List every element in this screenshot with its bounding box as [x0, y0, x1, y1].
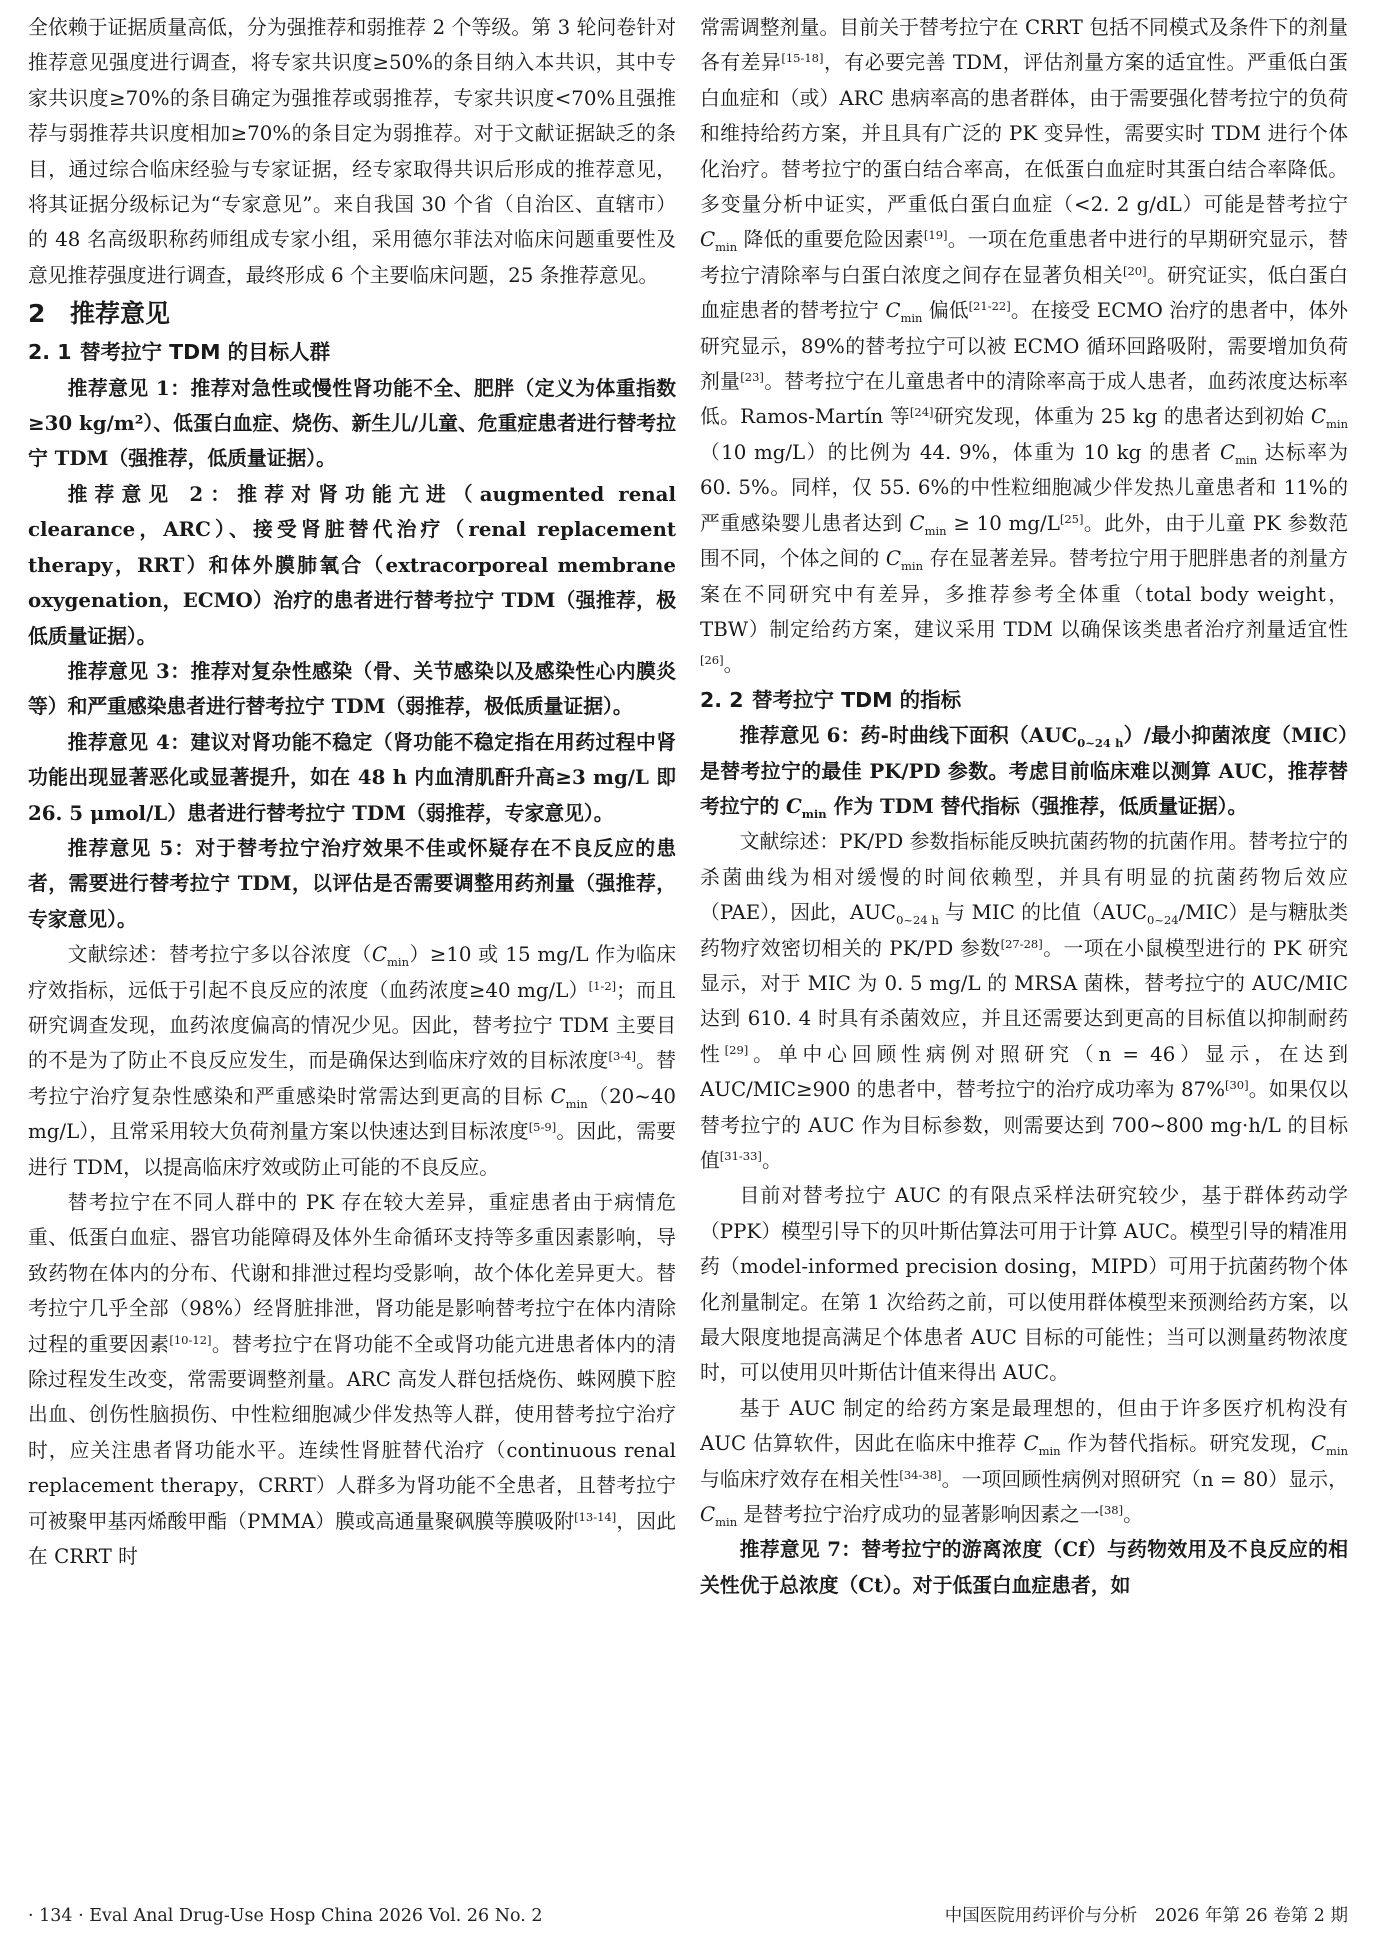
text-run: 推荐意见 6：药-时曲线下面积（AUC [739, 723, 1078, 748]
text-run: 。 [761, 1149, 782, 1172]
symbol-subscript: min [900, 311, 923, 326]
text-run: /MIC）是与糖肽类药物疗效密切相关的 PK/PD 参数 [700, 901, 1348, 960]
citation: [15-18] [781, 51, 824, 66]
section-heading [28, 295, 676, 333]
text-run: 文献综述：PK/PD 参数指标能反映抗菌药物的抗菌作用。替考拉宁的杀菌曲线为相对缓慢的时间依赖型，并具有明显的抗菌药物后效应（PAE），因此，AUC [700, 830, 1348, 925]
symbol-c: C [1023, 1432, 1039, 1456]
text-run: 。一项在小鼠模型进行的 PK 研究显示，对于 MIC 为 0. 5 mg/L 的 MRSA 菌株，替考拉宁的 AUC/MIC 达到 610. 4 时具有杀菌效应，并且还需要达到更高的目标值以抑制耐药性 [700, 936, 1348, 1066]
symbol-c: C [909, 511, 925, 535]
text-run: 。一项回顾性病例对照研究（n = 80）显示， [941, 1467, 1348, 1491]
citation: [1-2] [588, 978, 617, 993]
symbol-subscript: min [1326, 417, 1348, 432]
symbol-c: C [700, 1503, 716, 1527]
text-run: 。单中心回顾性病例对照研究（n = 46）显示，在达到 AUC/MIC≥900 的患者中，替考拉宁的治疗成功率为 87% [700, 1042, 1348, 1102]
symbol-subscript: 0~24 [1147, 913, 1179, 928]
text-run: （20~40 mg/L），且常采用较大负荷剂量方案以快速达到目标浓度 [28, 1084, 676, 1144]
symbol-c: C [371, 943, 387, 967]
intro-paragraph: 全依赖于证据质量高低，分为强推荐和弱推荐 2 个等级。第 3 轮问卷针对推荐意见强度进行调查，将专家共识度≥50%的条目纳入本共识，其中专家共识度≥70%的条目确定为强推荐或弱推荐，专家共识度<70%且强推荐与弱推荐共识度相加≥70%的条目定为弱推荐。对于文献证据缺乏的条目，通过综合临床经验与专家证据，经专家取得共识后形成的推荐意见，将其证据分级标记为“专家意见”。来自我国 30 个省（自治区、直辖市）的 48 名高级职称药师组成专家小组，采用德尔菲法对临床问题重要性及意见推荐强度进行调查，最终形成 6 个主要临床问题，25 条推荐意见。 [28, 16, 676, 287]
subsection-title: 替考拉宁 TDM 的目标人群 [80, 340, 331, 365]
citation: [20] [1122, 263, 1147, 278]
text-run: 与 MIC 的比值（AUC [938, 901, 1148, 925]
symbol-c: C [700, 228, 716, 252]
subsection-number: 2. 1 [28, 340, 72, 365]
citation: [10-12] [169, 1332, 212, 1347]
symbol-subscript: min [901, 559, 924, 574]
text-run: 。研究证实，低白蛋白血症患者的替考拉宁 [700, 263, 1348, 323]
text-run: 达标率为 60. 5%。同样，仅 55. 6%的中性粒细胞减少伴发热儿童患者和 11%的严重感染婴儿患者达到 [700, 440, 1348, 535]
symbol-subscript: min [801, 806, 827, 821]
citation: [34-38] [899, 1467, 942, 1482]
text-run: 作为替代指标。研究发现， [1060, 1432, 1311, 1456]
cmin-surrogate-paragraph [700, 1391, 1348, 1533]
text-run: 。替考拉宁在儿童患者中的清除率高于成人患者，血药浓度达标率低。Ramos-Martín 等 [700, 370, 1348, 429]
citation: [3-4] [608, 1049, 636, 1064]
text-run: 作为 TDM 替代指标（强推荐，低质量证据）。 [826, 793, 1248, 818]
text-run: ）/最小抑菌浓度（MIC）是替考拉宁的最佳 PK/PD 参数。考虑目前临床难以测算 AUC，推荐替考拉宁的 [700, 723, 1348, 818]
citation: [26] [700, 653, 724, 668]
symbol-subscript: min [715, 240, 738, 255]
text-run: 。替考拉宁在肾功能不全或肾功能亢进患者体内的清除过程发生改变，常需要调整剂量。ARC 高发人群包括烧伤、蛛网膜下腔出血、创伤性脑损伤、中性粒细胞减少伴发热等人群，使用替考拉宁治疗时，应关注患者肾功能水平。连续性肾脏替代治疗（continuous renal replacement therapy，CRRT）人群多为肾功能不全患者，且替考拉宁可被聚甲基丙烯酸甲酯（PMMA）膜或高通量聚砜膜等膜吸附 [28, 1332, 676, 1533]
symbol-c: C [885, 547, 902, 571]
text-run: （10 mg/L）的比例为 44. 9%，体重为 10 kg 的患者 [700, 440, 1221, 464]
pk-paragraph [28, 1185, 676, 1574]
symbol-c: C [786, 793, 802, 818]
auc-method-paragraph: 目前对替考拉宁 AUC 的有限点采样法研究较少，基于群体药动学（PPK）模型引导下的贝叶斯估算法可用于计算 AUC。模型引导的精准用药（model-informed precision dosing，MIPD）可用于抗菌药物个体化剂量制定。在第 1 次给药之前，可以使用群体模型来预测给药方案，以最大限度地提高满足个体患者 AUC 目标的可能性；当可以测量药物浓度时，可以使用贝叶斯估计值来得出 AUC。 [700, 1184, 1348, 1385]
citation: [25] [1059, 511, 1084, 526]
section-number: 2 [28, 299, 46, 329]
text-run: 基于 AUC 制定的给药方案是最理想的，但由于许多医疗机构没有 AUC 估算软件，因此在临床中推荐 [700, 1396, 1348, 1456]
symbol-subscript: min [565, 1096, 588, 1111]
pkpd-paragraph [700, 824, 1348, 1178]
recommendation-5: 推荐意见 5：对于替考拉宁治疗效果不佳或怀疑存在不良反应的患者，需要进行替考拉宁 TDM，以评估是否需要调整用药剂量（强推荐，专家意见）。 [28, 835, 676, 931]
text-run: 。如果仅以替考拉宁的 AUC 作为目标参数，则需要达到 700~800 mg·h/L 的目标值 [700, 1078, 1348, 1172]
citation: [27-28] [1000, 936, 1043, 951]
symbol-c: C [1310, 1432, 1327, 1456]
citation: [30] [1225, 1078, 1249, 1093]
recommendation-6 [700, 718, 1348, 824]
footer-right-journal: 中国医院用药评价与分析 2026 年第 26 卷第 2 期 [944, 1906, 1348, 1926]
symbol-subscript: min [1326, 1444, 1348, 1459]
citation: [21-22] [968, 299, 1011, 314]
subsection-title: 替考拉宁 TDM 的指标 [752, 687, 962, 712]
symbol-subscript: min [1038, 1444, 1061, 1459]
literature-review-paragraph [28, 937, 676, 1185]
text-run: 替考拉宁在不同人群中的 PK 存在较大差异，重症患者由于病情危重、低蛋白血症、器官功能障碍及体外生命循环支持等多重因素影响，导致药物在体内的分布、代谢和排泄过程均受影响，故个体化差异更大。替考拉宁几乎全部（98%）经肾脏排泄，肾功能是影响替考拉宁在体内清除过程的重要因素 [28, 1191, 676, 1356]
section-title: 推荐意见 [70, 299, 171, 329]
text-run: 偏低 [922, 299, 969, 323]
footer-left-journal: · 134 · Eval Anal Drug-Use Hosp China 2026 Vol. 26 No. 2 [28, 1906, 543, 1926]
text-run: 。在接受 ECMO 治疗的患者中，体外研究显示，89%的替考拉宁可以被 ECMO 循环回路吸附，需要增加负荷剂量 [700, 299, 1348, 394]
symbol-c: C [1310, 405, 1326, 429]
text-run: 。一项在危重患者中进行的早期研究显示，替考拉宁清除率与白蛋白浓度之间存在显著负相关 [700, 228, 1348, 287]
citation: [29] [724, 1042, 749, 1057]
subsection-number: 2. 2 [700, 687, 744, 712]
text-run: ，有必要完善 TDM，评估剂量方案的适宜性。严重低白蛋白血症和（或）ARC 患病率高的患者群体，由于需要强化替考拉宁的负荷和维持给药方案，并且具有广泛的 PK 变异性，需要实时 TDM 进行个体化治疗。替考拉宁的蛋白结合率高，在低蛋白血症时其蛋白结合率降低。多变量分析中证实，严重低白蛋白血症（<2. 2 g/dL）可能是替考拉宁 [700, 51, 1348, 217]
text-run: 常需调整剂量。目前关于替考拉宁在 CRRT 包括不同模式及条件下的剂量各有差异 [700, 16, 1348, 75]
recommendation-2: 推荐意见 2：推荐对肾功能亢进（augmented renal clearance，ARC）、接受肾脏替代治疗（renal replacement therapy，RRT）和体外膜肺氧合（extracorporeal membrane oxygenation，ECMO）治疗的患者进行替考拉宁 TDM（强推荐，极低质量证据）。 [28, 481, 676, 648]
citation: [5-9] [528, 1120, 557, 1135]
left-column [28, 10, 676, 1872]
recommendation-1: 推荐意见 1：推荐对急性或慢性肾功能不全、肥胖（定义为体重指数≥30 kg/m²）、低蛋白血症、烧伤、新生儿/儿童、危重症患者进行替考拉宁 TDM（强推荐，低质量证据）。 [28, 375, 676, 471]
text-run: 。此外，由于儿童 PK 参数范围不同，个体之间的 [700, 511, 1348, 571]
symbol-subscript: min [1235, 452, 1258, 467]
recommendation-7: 推荐意见 7：替考拉宁的游离浓度（Cf）与药物效用及不良反应的相关性优于总浓度（Ct）。对于低蛋白血症患者，如 [700, 1537, 1348, 1597]
recommendation-4: 推荐意见 4：建议对肾功能不稳定（肾功能不稳定指在用药过程中肾功能出现显著恶化或显著提升，如在 48 h 内血清肌酐升高≥3 mg/L 即 26. 5 μmol/L）患者进行替考拉宁 TDM（弱推荐，专家意见）。 [28, 729, 676, 825]
subsection-heading-2-2 [700, 683, 1348, 718]
citation: [24] [909, 405, 934, 420]
text-run: 。因此，需要进行 TDM，以提高临床疗效或防止可能的不良反应。 [28, 1120, 676, 1179]
text-run: 存在显著差异。替考拉宁用于肥胖患者的剂量方案在不同研究中有差异，多推荐参考全体重（total body weight，TBW）制定给药方案，建议采用 TDM 以确保该类患者治疗剂量适宜性 [700, 547, 1348, 641]
symbol-c: C [885, 299, 901, 323]
symbol-subscript: min [924, 523, 947, 538]
citation: [19] [923, 228, 948, 243]
symbol-subscript: 0~24 h [1077, 736, 1124, 751]
right-column [700, 10, 1348, 1872]
recommendation-3: 推荐意见 3：推荐对复杂性感染（骨、关节感染以及感染性心内膜炎等）和严重感染患者进行替考拉宁 TDM（弱推荐，极低质量证据）。 [28, 658, 676, 719]
symbol-subscript: min [386, 955, 409, 970]
citation: [38] [1099, 1503, 1124, 1518]
citation: [13-14] [574, 1509, 617, 1524]
text-run: 与临床疗效存在相关性 [700, 1467, 900, 1491]
text-run: 研究发现，体重为 25 kg 的患者达到初始 [933, 405, 1311, 429]
text-run: 。 [1123, 1503, 1143, 1527]
text-run: 降低的重要危险因素 [737, 228, 924, 252]
text-run: ，因此在 CRRT 时 [28, 1509, 676, 1569]
symbol-c: C [1220, 440, 1236, 464]
text-run: ；而且研究调查发现，血药浓度偏高的情况少见。因此，替考拉宁 TDM 主要目的不是为了防止不良反应发生，而是确保达到临床疗效的目标浓度 [28, 978, 676, 1073]
symbol-subscript: 0~24 h [896, 913, 939, 928]
text-run: 。 [723, 653, 744, 677]
text-run: ≥ 10 mg/L [946, 511, 1060, 535]
text-run: 文献综述：替考拉宁多以谷浓度（ [67, 943, 372, 967]
text-run: 是替考拉宁治疗成功的显著影响因素之一 [737, 1503, 1100, 1527]
text-run: ）≥10 或 15 mg/L 作为临床疗效指标，远低于引起不良反应的浓度（血药浓度≥40 mg/L） [28, 943, 676, 1002]
subsection-heading-2-1 [28, 335, 676, 370]
symbol-subscript: min [715, 1515, 738, 1530]
dose-adjustment-paragraph [700, 10, 1348, 683]
text-run: 。替考拉宁治疗复杂性感染和严重感染时常需达到更高的目标 [28, 1049, 676, 1108]
citation: [31-33] [719, 1149, 762, 1163]
page-footer [28, 1902, 1348, 1930]
citation: [23] [740, 370, 764, 385]
symbol-c: C [550, 1084, 566, 1108]
